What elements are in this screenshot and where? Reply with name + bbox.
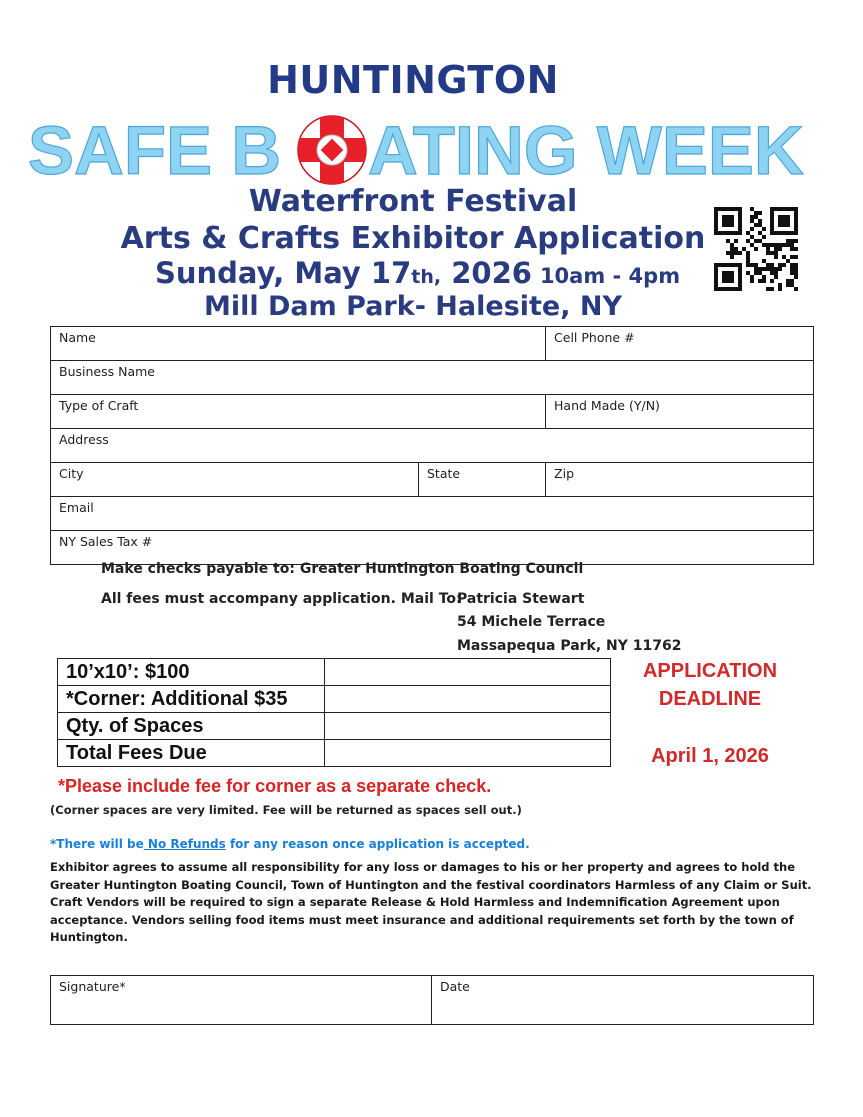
qr-code-icon[interactable] <box>714 207 798 291</box>
logo-text-safe: SAFE B <box>28 112 282 189</box>
agreement-paragraph: Exhibitor agrees to assume all responsibility for any loss or damages to his or her property and agrees to hold the Greater Huntington Boating Council, Town of Huntington and the festival coordinators Harmless of any Claim or Suit. Craft Vendors will be required to sign a separate Release & Hold Harmless and Indemnification Agreement upon acceptance. Vendors selling food items must meet insurance and additional requirements set forth by the town of Huntington. <box>50 860 812 944</box>
fee-row <box>58 659 611 686</box>
deadline-heading <box>620 657 800 713</box>
name-field[interactable] <box>51 327 546 361</box>
safe-boating-week-logo <box>28 108 833 192</box>
fee-row <box>58 713 611 740</box>
email-field[interactable] <box>51 497 814 531</box>
name-label: Name <box>59 330 96 345</box>
application-title: Arts & Crafts Exhibitor Application <box>120 221 706 256</box>
deadline-line2: DEADLINE <box>658 688 762 710</box>
fee-entry-cell[interactable] <box>325 740 611 767</box>
fees-accompany-text: All fees must accompany application. Mail To: <box>101 591 462 607</box>
life-ring-icon <box>294 112 370 188</box>
no-refunds-note <box>50 837 530 851</box>
signature-table <box>50 975 814 1025</box>
fee-label: Qty. of Spaces <box>58 713 325 740</box>
email-label: Email <box>59 500 94 515</box>
date-year: 2026 <box>451 256 532 290</box>
hand-made-label: Hand Made (Y/N) <box>554 398 660 413</box>
address-field[interactable] <box>51 429 814 463</box>
corner-limited-note: (Corner spaces are very limited. Fee will be returned as spaces sell out.) <box>50 803 522 817</box>
fee-label: 10’x10’: $100 <box>58 659 325 686</box>
applicant-info-table <box>50 326 814 565</box>
business-name-label: Business Name <box>59 364 155 379</box>
city-field[interactable] <box>51 463 419 497</box>
fees-table <box>57 658 611 767</box>
hand-made-field[interactable] <box>546 395 814 429</box>
fee-row <box>58 686 611 713</box>
sales-tax-label: NY Sales Tax # <box>59 534 153 549</box>
date-label: Date <box>440 979 470 994</box>
refund-underlined: No Refunds <box>143 837 226 851</box>
date-suffix: th, <box>411 266 442 288</box>
fee-label: *Corner: Additional $35 <box>58 686 325 713</box>
fee-entry-cell[interactable] <box>325 686 611 713</box>
checks-payable-text: Make checks payable to: Greater Huntington Boating Council <box>101 561 584 577</box>
address-label: Address <box>59 432 109 447</box>
city-label: City <box>59 466 84 481</box>
header-huntington: HUNTINGTON <box>267 58 559 102</box>
fee-entry-cell[interactable] <box>325 713 611 740</box>
cell-phone-field[interactable] <box>546 327 814 361</box>
corner-check-note: *Please include fee for corner as a separate check. <box>58 776 492 796</box>
mail-to-city: Massapequa Park, NY 11762 <box>457 638 682 654</box>
cell-phone-label: Cell Phone # <box>554 330 635 345</box>
event-location: Mill Dam Park- Halesite, NY <box>203 291 623 322</box>
festival-title: Waterfront Festival <box>248 184 578 219</box>
signature-field[interactable] <box>51 976 432 1025</box>
event-time: 10am - 4pm <box>539 264 681 288</box>
state-field[interactable] <box>419 463 546 497</box>
zip-label: Zip <box>554 466 575 481</box>
fee-row <box>58 740 611 767</box>
deadline-line1: APPLICATION <box>642 660 778 682</box>
date-field[interactable] <box>432 976 814 1025</box>
mail-to-street: 54 Michele Terrace <box>457 614 606 630</box>
refund-prefix: *There will be <box>50 837 144 851</box>
type-of-craft-field[interactable] <box>51 395 546 429</box>
event-date <box>155 256 680 290</box>
business-name-field[interactable] <box>51 361 814 395</box>
type-of-craft-label: Type of Craft <box>59 398 139 413</box>
sales-tax-field[interactable] <box>51 531 814 565</box>
state-label: State <box>427 466 461 481</box>
date-main: Sunday, May 17 <box>155 256 412 290</box>
logo-text-ating-week: ATING WEEK <box>368 112 804 189</box>
signature-label: Signature* <box>59 979 126 994</box>
deadline-date: April 1, 2026 <box>651 745 769 767</box>
fee-label: Total Fees Due <box>58 740 325 767</box>
mail-to-name: Patricia Stewart <box>457 591 585 607</box>
refund-suffix: for any reason once application is accepted. <box>225 837 530 851</box>
fee-entry-cell[interactable] <box>325 659 611 686</box>
zip-field[interactable] <box>546 463 814 497</box>
